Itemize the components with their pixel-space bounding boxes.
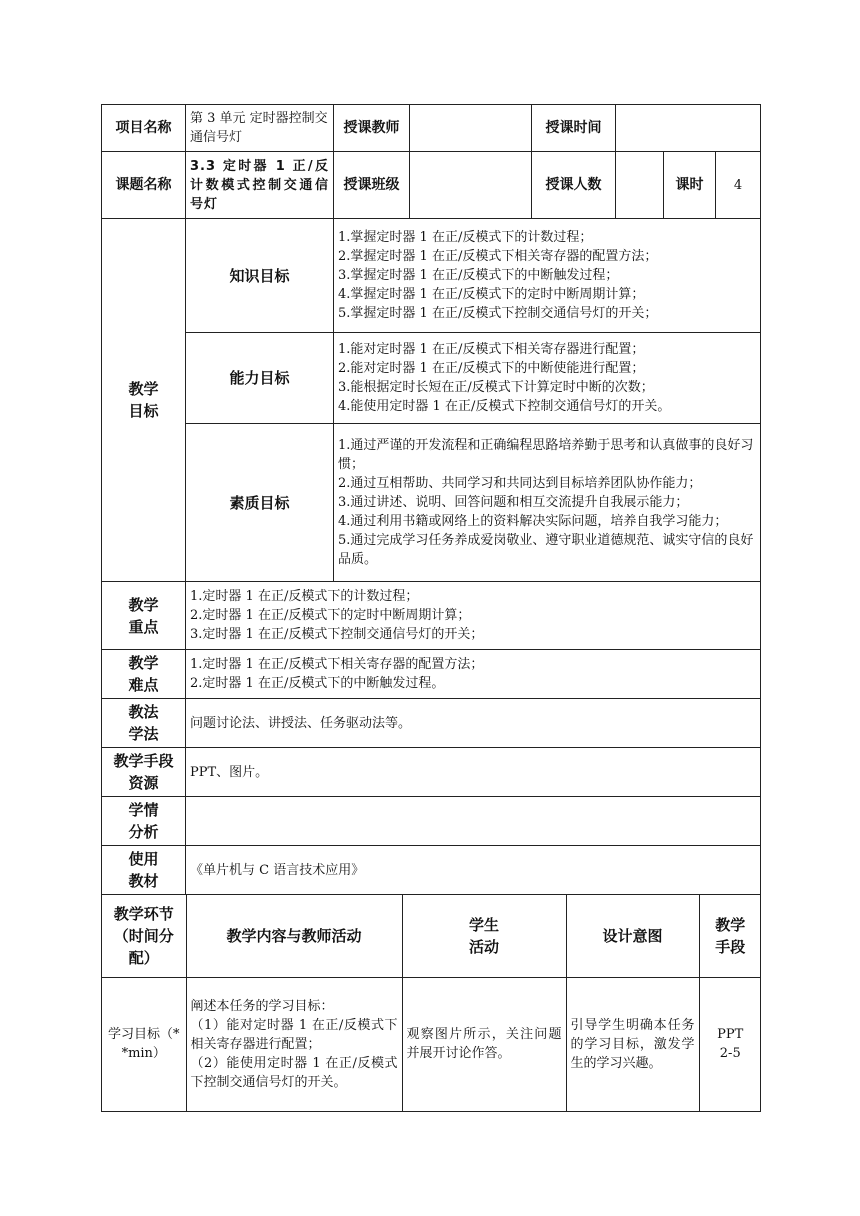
project-value: 第 3 单元 定时器控制交通信号灯 [186,105,334,152]
time-value [616,105,761,152]
resources-label [102,748,186,797]
hours-value: 4 [716,152,761,219]
objectives-label-text: 教学目标 [128,380,159,420]
key-point-item: 3.定时器 1 在正/反模式下控制交通信号灯的开关； [190,627,484,642]
key-points-label-text: 教学重点 [128,595,159,636]
quality-list [334,424,761,582]
process-phase-header [102,895,186,977]
resources-label-text: 教学手段资源 [113,752,174,792]
ability-item: 1.能对定时器 1 在正/反模式下相关寄存器进行配置； [338,342,645,357]
process-content-header: 教学内容与教师活动 [186,895,402,977]
ability-item: 4.能使用定时器 1 在正/反模式下控制交通信号灯的开关。 [338,399,671,414]
difficult-points-list [186,650,761,699]
process-header-row [102,895,761,977]
process-content-line: （2）能使用定时器 1 在正/反模式下控制交通信号灯的开关。 [190,1055,398,1090]
textbook-row [102,846,761,895]
key-points-list [186,582,761,650]
analysis-label [102,797,186,846]
lesson-plan [101,104,760,1112]
methods-value: 问题讨论法、讲授法、任务驱动法等。 [186,699,761,748]
key-points-label [102,582,186,650]
difficult-point-item: 1.定时器 1 在正/反模式下相关寄存器的配置方法； [190,657,484,672]
analysis-label-text: 学情分析 [128,801,159,841]
process-row [102,977,761,1111]
process-content-line: 阐述本任务的学习目标： [190,998,334,1014]
project-label: 项目名称 [102,105,186,152]
hours-label: 课时 [664,152,716,219]
count-value [616,152,664,219]
difficult-point-item: 2.定时器 1 在正/反模式下的中断触发过程。 [190,676,445,691]
header-row-topic [102,152,761,219]
objective-knowledge-row [102,219,761,333]
knowledge-item: 3.掌握定时器 1 在正/反模式下的中断触发过程； [338,268,619,283]
knowledge-list [334,219,761,333]
process-table [102,895,761,1111]
difficult-points-row [102,650,761,699]
resources-row [102,748,761,797]
topic-value: 3.3 定时器 1 正/反计数模式控制交通信号灯 [186,152,334,219]
ability-label: 能力目标 [186,333,334,424]
process-means-header [699,895,761,977]
process-intent-header: 设计意图 [566,895,699,977]
key-point-item: 1.定时器 1 在正/反模式下的计数过程； [190,589,419,604]
methods-label-text: 教法学法 [128,703,159,743]
objective-quality-row [102,424,761,582]
ability-list [334,333,761,424]
topic-label: 课题名称 [102,152,186,219]
objectives-label [102,219,186,582]
process-means-text: PPT 2-5 [717,1027,744,1062]
process-student-header-text: 学生活动 [468,915,499,956]
textbook-label [102,846,186,895]
quality-item: 3.通过讲述、说明、回答问题和相互交流提升自我展示能力； [338,495,689,510]
quality-item: 2.通过互相帮助、共同学习和共同达到目标培养团队协作能力； [338,476,702,491]
key-point-item: 2.定时器 1 在正/反模式下的定时中断周期计算； [190,608,471,623]
key-points-row [102,582,761,650]
process-means [699,977,761,1111]
process-content [186,977,402,1111]
quality-item: 5.通过完成学习任务养成爱岗敬业、遵守职业道德规范、诚实守信的良好品质。 [338,533,754,567]
difficult-points-label [102,650,186,699]
process-section [102,895,761,1112]
textbook-label-text: 使用教材 [128,850,159,890]
quality-label: 素质目标 [186,424,334,582]
process-phase-header-text: 教学环节（时间分配） [113,904,174,967]
process-content-line: （1）能对定时器 1 在正/反模式下相关寄存器进行配置； [190,1017,398,1052]
process-phase: 学习目标（**min） [102,977,186,1111]
textbook-value: 《单片机与 C 语言技术应用》 [186,846,761,895]
time-label: 授课时间 [532,105,616,152]
process-means-header-text: 教学手段 [715,915,746,956]
class-value [410,152,532,219]
process-student: 观察图片所示，关注问题并展开讨论作答。 [402,977,566,1111]
knowledge-item: 2.掌握定时器 1 在正/反模式下相关寄存器的配置方法； [338,249,658,264]
analysis-value [186,797,761,846]
count-label: 授课人数 [532,152,616,219]
knowledge-item: 5.掌握定时器 1 在正/反模式下控制交通信号灯的开关； [338,306,658,321]
objective-ability-row [102,333,761,424]
knowledge-label: 知识目标 [186,219,334,333]
process-section-cell [102,895,761,1112]
header-row-project [102,105,761,152]
lesson-plan-table [101,104,761,1112]
ability-item: 2.能对定时器 1 在正/反模式下的中断使能进行配置； [338,361,645,376]
teacher-label: 授课教师 [334,105,410,152]
knowledge-item: 4.掌握定时器 1 在正/反模式下的定时中断周期计算； [338,287,645,302]
resources-value: PPT、图片。 [186,748,761,797]
difficult-points-label-text: 教学难点 [128,654,159,694]
quality-item: 4.通过利用书籍或网络上的资料解决实际问题，培养自我学习能力； [338,514,728,529]
knowledge-item: 1.掌握定时器 1 在正/反模式下的计数过程； [338,230,593,245]
class-label: 授课班级 [334,152,410,219]
quality-item: 1.通过严谨的开发流程和正确编程思路培养勤于思考和认真做事的良好习惯； [338,438,754,472]
methods-label [102,699,186,748]
methods-row [102,699,761,748]
process-student-header [402,895,566,977]
teacher-value [410,105,532,152]
process-intent: 引导学生明确本任务的学习目标，激发学生的学习兴趣。 [566,977,699,1111]
analysis-row [102,797,761,846]
ability-item: 3.能根据定时长短在正/反模式下计算定时中断的次数； [338,380,654,395]
